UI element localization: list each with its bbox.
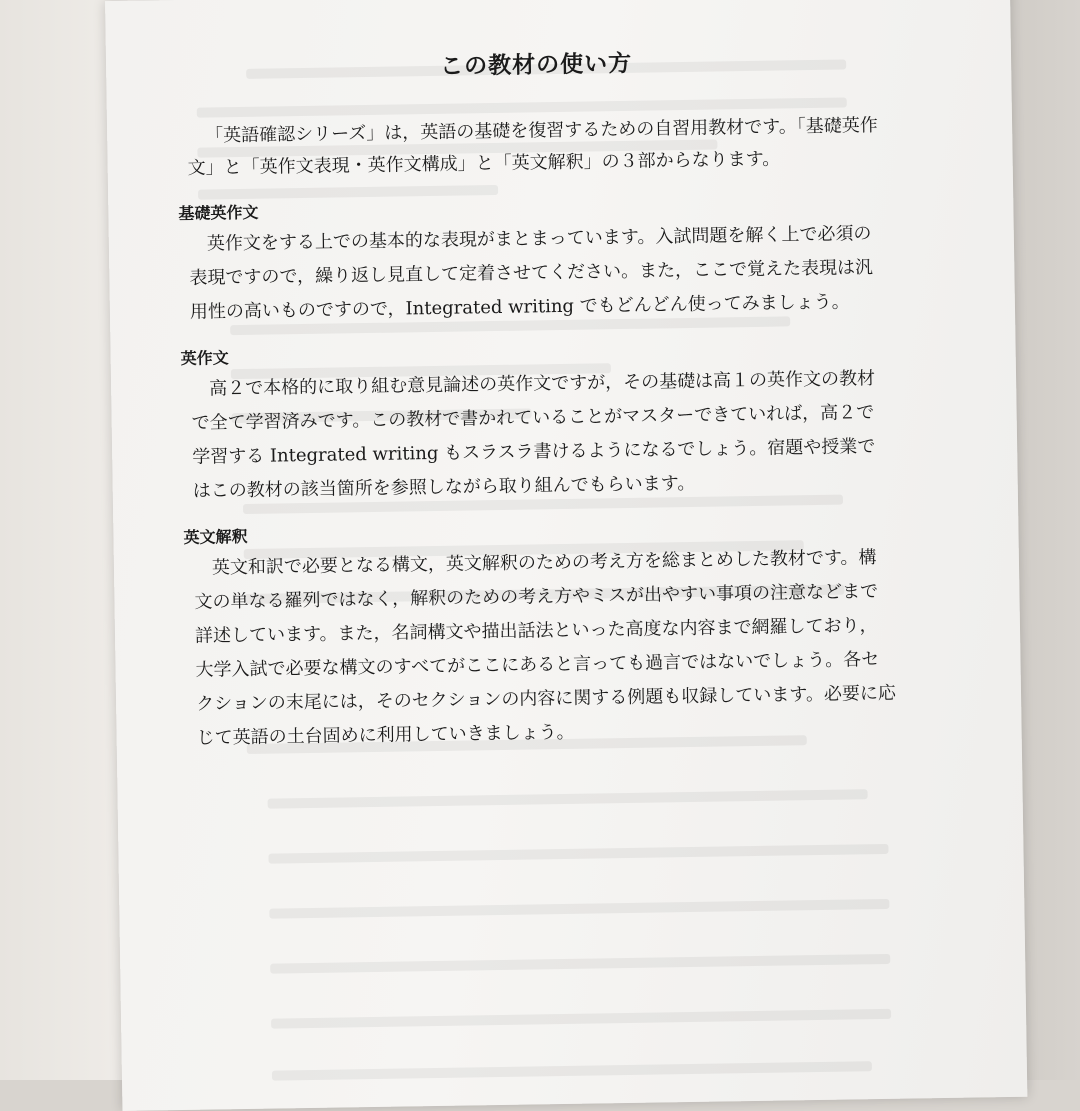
page-title: この教材の使い方 bbox=[439, 50, 633, 80]
section-body-interpretation: 英文和訳で必要となる構文，英文解釈のための考え方を総まとめした教材です。構文の単なる羅列ではなく，解釈のための考え方やミスが出やすい事項の注意などまで詳述しています。また，名詞構文や描出話法といった高度な内容まで網羅しており，大学入試で必要な構文のすべてがここにあると言っても過言ではないでしょう。各セクションの末尾には，そのセクションの内容に関する例題も収録しています。必要に応じて英語の土台固めに利用していきましょう。 bbox=[194, 547, 897, 749]
section-heading-interpretation: 英文解釈 bbox=[183, 526, 248, 547]
section-body-basic-composition: 英作文をする上での基本的な表現がまとまっています。入試問題を解く上で必須の表現ですので，繰り返し見直して定着させてください。また，ここで覚えた表現は汎用性の高いものですので，Integrated writing でもどんどん使ってみましょう。 bbox=[189, 223, 874, 323]
page-content bbox=[178, 41, 897, 756]
document-page bbox=[105, 0, 1027, 1111]
section-heading-composition: 英作文 bbox=[180, 348, 229, 368]
section-heading-basic-composition: 基礎英作文 bbox=[178, 202, 259, 223]
section-body-composition: 高２で本格的に取り組む意見論述の英作文ですが，その基礎は高１の英作文の教材で全て学習済みです。この教材で書かれていることがマスターできていれば，高２で学習する Integrated writing もスラスラ書けるようになるでしょう。宿題や授業ではこの教材の該当箇所を参照しながら取り組んでもらいます。 bbox=[191, 368, 876, 502]
intro-paragraph: 「英語確認シリーズ」は，英語の基礎を復習するための自習用教材です。「基礎英作文」と「英作文表現・英作文構成」と「英文解釈」の３部からなります。 bbox=[187, 114, 878, 179]
